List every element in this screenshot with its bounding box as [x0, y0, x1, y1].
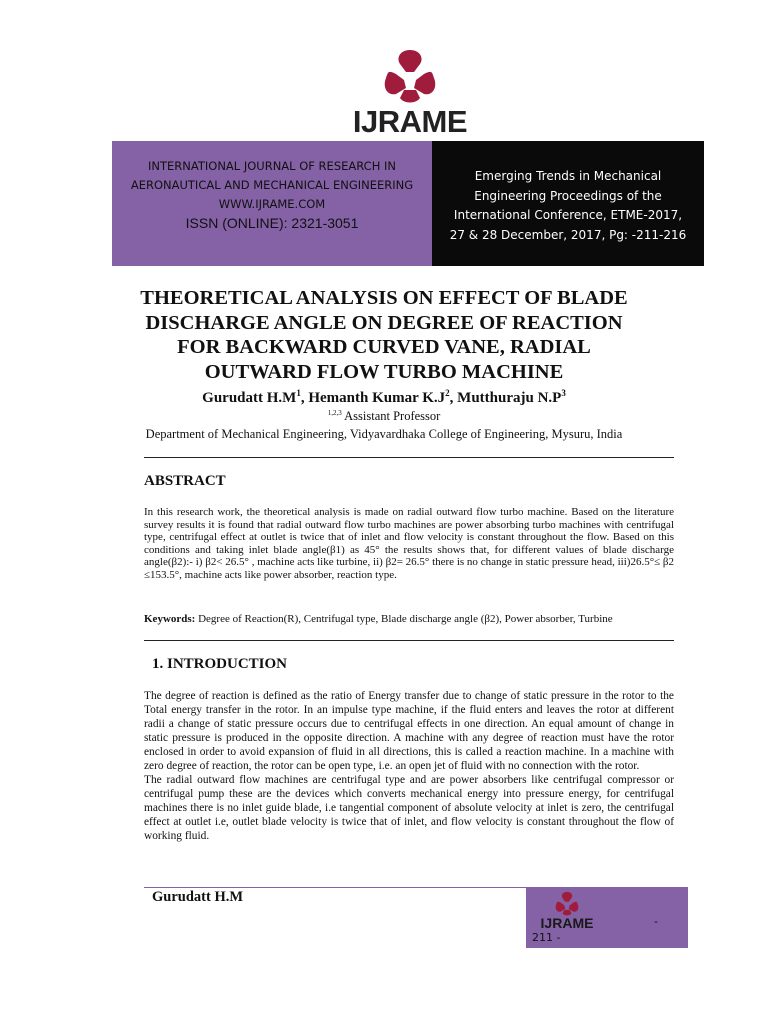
intro-paragraph-1: The degree of reaction is defined as the ratio of Energy transfer due to change of static pressure in the rotor to the Total energy transfer in the rotor. In an impulse type machine, if the fluid enters and leaves the rotor at different radii a change of static pressure occurs due to centrifugal effects in one direction. An equal amount of change in static pressure is produced in the opposite direction. A machine with any degree of reaction must have the rotor enclosed in order to avoid expansion of fluid in all directions, this is called a reaction machine. In a machine with zero degree of reaction, the rotor can be open type, i.e. an open jet of fluid with no connection with the rotor.	[144, 690, 674, 772]
affiliation: Department of Mechanical Engineering, Vidyavardhaka College of Engineering, Mysuru, India	[145, 427, 623, 441]
conference-line4: 27 & 28 December, 2017, Pg: -211-216	[449, 227, 687, 242]
author-affil-mark: 1	[296, 388, 301, 398]
title-line4: OUTWARD FLOW TURBO MACHINE	[204, 360, 564, 383]
paper-title	[120, 286, 648, 384]
title-line3: FOR BACKWARD CURVED VANE, RADIAL	[177, 336, 591, 358]
journal-issn: ISSN (ONLINE): 2321-3051	[185, 215, 359, 231]
author-name: Mutthuraju N.P	[457, 390, 562, 406]
author-affil-mark: 2	[445, 388, 450, 398]
footer-logo-text: IJRAME	[540, 915, 594, 931]
conference-line2: Engineering Proceedings of the	[474, 188, 662, 203]
footer-page-number: 211 -	[532, 931, 561, 944]
role-text: Assistant Professor	[344, 409, 441, 424]
abstract-text	[144, 506, 674, 582]
logo-emblem-icon	[551, 891, 583, 917]
author-role	[120, 409, 648, 424]
conference-line3: International Conference, ETME-2017,	[453, 208, 683, 222]
logo-emblem-icon	[378, 48, 442, 106]
footer-logo	[532, 891, 602, 931]
introduction-heading: 1. INTRODUCTION	[152, 656, 288, 672]
journal-website[interactable]: WWW.IJRAME.COM	[218, 197, 326, 211]
introduction-body	[144, 689, 674, 843]
footer-page-box	[526, 887, 688, 948]
journal-info-band	[112, 141, 432, 266]
divider	[144, 457, 674, 458]
conference-line1: Emerging Trends in Mechanical	[474, 169, 662, 183]
footer-author: Gurudatt H.M	[152, 889, 244, 905]
journal-name-line1: INTERNATIONAL JOURNAL OF RESEARCH IN	[148, 159, 396, 173]
keywords	[144, 613, 674, 626]
author-name: Hemanth Kumar K.J	[308, 390, 446, 406]
conference-info-band	[432, 141, 704, 266]
title-line2: DISCHARGE ANGLE ON DEGREE OF REACTION	[145, 311, 623, 334]
author-list: Gurudatt $H.M^1$, Hemanth Kumar $K.J^2$, Mutthuraju $N.P^3$	[202, 388, 566, 406]
footer-page-dash: -	[654, 915, 658, 928]
divider	[144, 640, 674, 641]
journal-name-line2: AERONAUTICAL AND MECHANICAL ENGINEERING	[130, 178, 414, 192]
abstract-heading: ABSTRACT	[144, 473, 226, 489]
author-affil-mark: 3	[561, 388, 566, 398]
abstract-paragraph: In this research work, the theoretical analysis is made on radial outward flow turbo machine. Based on the literature survey results it is found that radial outward flow turbo machines are power absorbing turbo machines with centrifugal type, centrifugal effect at outlet is twice that of inlet and flow velocity is constant throughout the flow. Based on this conditions and taking inlet blade angle(β1) as 45° the results shows that, for different values of blade discharge angle(β2):- i) β2< 26.5° , machine acts like turbine, ii) β2= 26.5° there is no change in static pressure head, iii)26.5°≤ β2 ≤153.5°, machine acts like power absorber, reaction type.	[144, 506, 674, 581]
author-name: Gurudatt H.M	[202, 390, 297, 406]
title-line1: THEORETICAL ANALYSIS ON EFFECT OF BLADE	[140, 287, 628, 309]
role-affil-mark: 1,2,3	[327, 409, 342, 417]
keywords-label: Keywords:	[144, 613, 196, 625]
journal-logo	[330, 48, 490, 140]
intro-paragraph-2: The radial outward flow machines are centrifugal type and are power absorbers like centrifugal compressor or centrifugal pump these are the devices which converts mechanical energy into pressure energy, for centrifugal machines there is no inlet guide blade, i.e tangential component of absolute velocity at inlet is zero, the centrifugal effect at outlet i.e, outlet blade velocity is twice that of inlet, and flow velocity is constant throughout the flow of working fluid.	[144, 774, 674, 842]
keywords-text: Degree of Reaction(R), Centrifugal type, Blade discharge angle (β2), Power absorber, Turbine	[198, 613, 613, 625]
logo-text: IJRAME	[352, 104, 468, 139]
